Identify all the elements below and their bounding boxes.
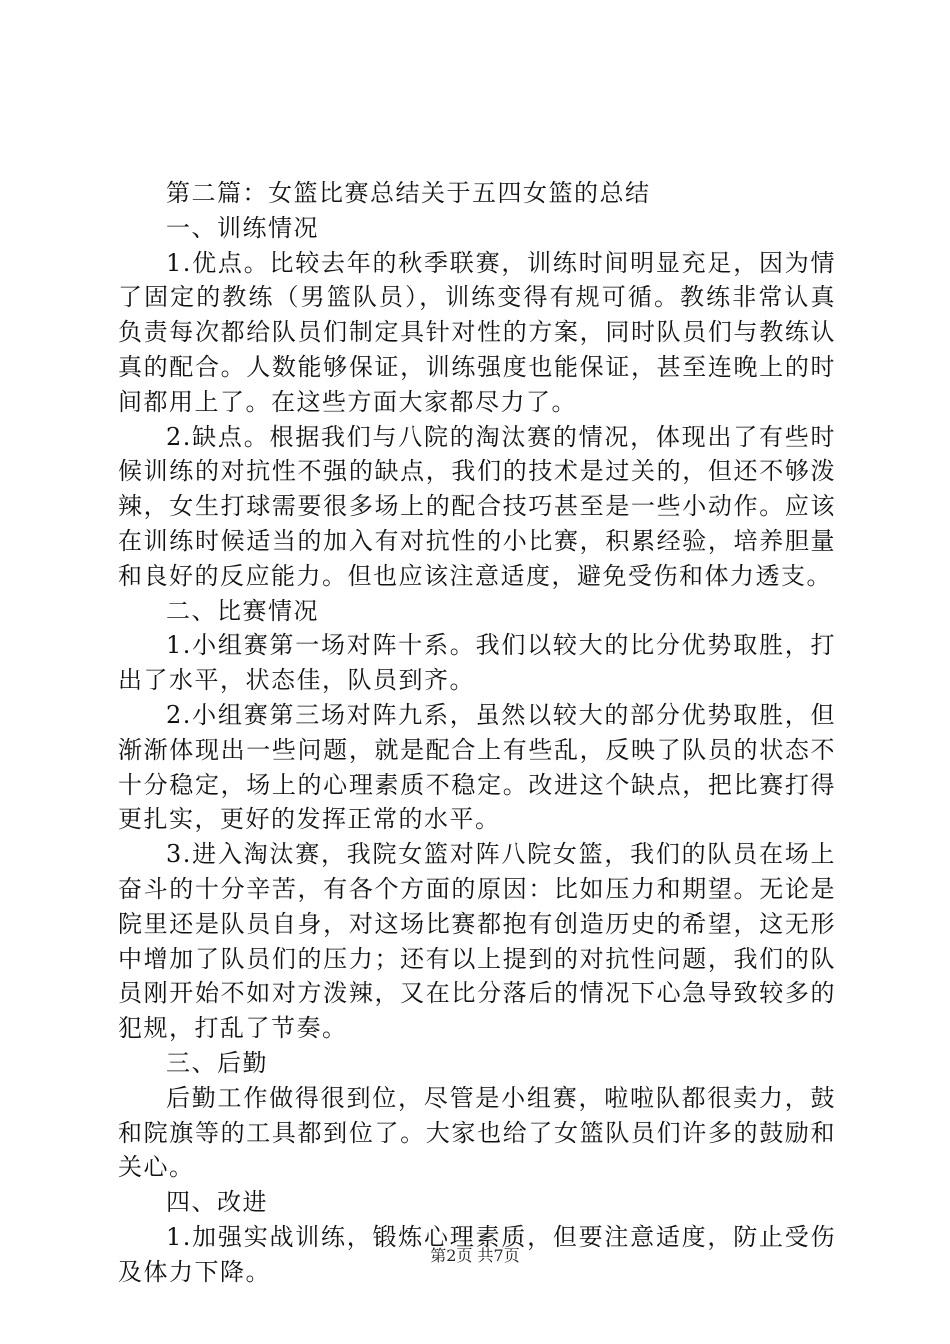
- section-heading-improvements: 四、改进: [166, 1188, 268, 1217]
- document-title: 第二篇：女篮比赛总结关于五四女篮的总结: [166, 179, 651, 207]
- paragraph-strengths: 1.优点。比较去年的秋季联赛，训练时间明显充足，因为情了固定的教练（男篮队员），训练变得有规可循。教练非常认真负责每次都给队员们制定具针对性的方案，同时队员们与教练认真的配合。人数能够保证，训练强度也能保证，甚至连晚上的时间都用上了。在这些方面大家都尽力了。: [118, 248, 836, 416]
- paragraph-match-3: 3.进入淘汰赛，我院女篮对阵八院女篮，我们的队员在场上奋斗的十分辛苦，有各个方面的原因：比如压力和期望。无论是院里还是队员自身，对这场比赛都抱有创造历史的希望，这无形中增加了队员们的压力；还有以上提到的对抗性问题，我们的队员刚开始不如对方泼辣，又在比分落后的情况下心急导致较多的犯规，打乱了节奏。: [118, 840, 836, 1043]
- paragraph-improvement-1: 1.加强实战训练，锻炼心理素质，但要注意适度，防止受伤及体力下降。: [118, 1222, 836, 1286]
- paragraph-weaknesses: 2.缺点。根据我们与八院的淘汰赛的情况，体现出了有些时候训练的对抗性不强的缺点，我们的技术是过关的，但还不够泼辣，女生打球需要很多场上的配合技巧甚至是一些小动作。应该在训练时候适当的加入有对抗性的小比赛，积累经验，培养胆量和良好的反应能力。但也应该注意适度，避免受伤和体力透支。: [118, 422, 836, 590]
- page-footer: 第2页 共7页: [430, 1246, 520, 1265]
- document-body: [118, 176, 836, 1290]
- section-heading-logistics: 三、后勤: [166, 1048, 268, 1077]
- section-heading-matches: 二、比赛情况: [166, 596, 319, 625]
- section-heading-training: 一、训练情况: [166, 213, 319, 242]
- paragraph-match-1: 1.小组赛第一场对阵十系。我们以较大的比分优势取胜，打出了水平，状态佳，队员到齐。: [118, 631, 836, 695]
- paragraph-match-2: 2.小组赛第三场对阵九系，虽然以较大的部分优势取胜，但渐渐体现出一些问题，就是配合上有些乱，反映了队员的状态不十分稳定，场上的心理素质不稳定。改进这个缺点，把比赛打得更扎实，更好的发挥正常的水平。: [118, 700, 836, 834]
- paragraph-logistics: 后勤工作做得很到位，尽管是小组赛，啦啦队都很卖力，鼓和院旗等的工具都到位了。大家也给了女篮队员们许多的鼓励和关心。: [118, 1083, 836, 1182]
